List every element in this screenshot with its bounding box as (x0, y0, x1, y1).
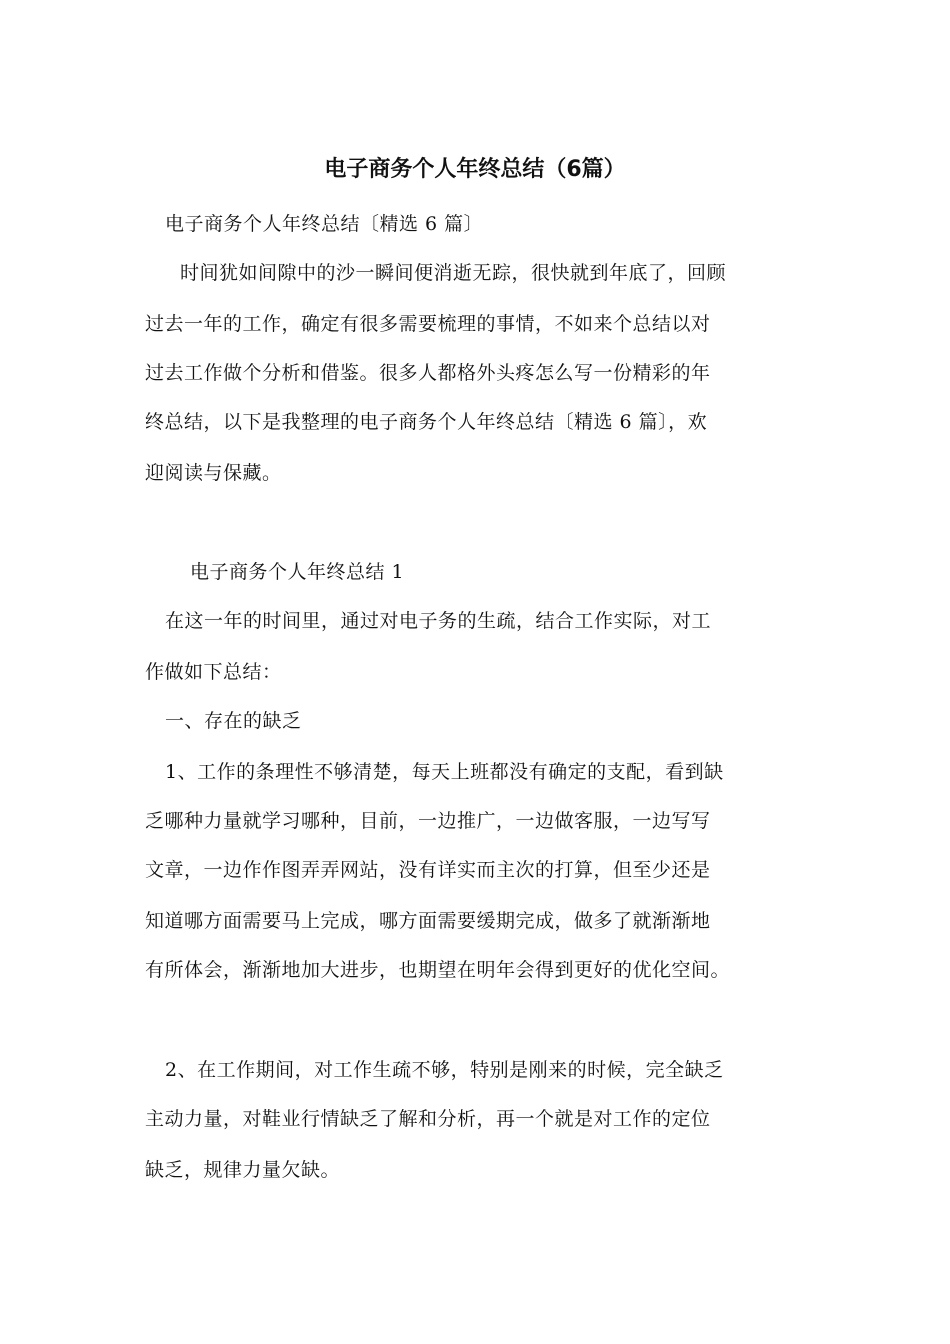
document-subtitle: 电子商务个人年终总结〔精选 6 篇〕 (165, 213, 484, 235)
section-intro-line: 作做如下总结： (145, 661, 282, 683)
item1-line: 1、工作的条理性不够清楚，每天上班都没有确定的支配，看到缺 (165, 761, 724, 783)
sub-heading: 一、存在的缺乏 (165, 710, 302, 732)
intro-line: 过去一年的工作，确定有很多需要梳理的事情，不如来个总结以对 (145, 313, 711, 335)
document-title: 电子商务个人年终总结（6篇） (324, 157, 626, 182)
item1-line: 知道哪方面需要马上完成，哪方面需要缓期完成，做多了就渐渐地 (145, 910, 711, 932)
section-heading: 电子商务个人年终总结 1 (190, 561, 405, 583)
item1-line: 有所体会，渐渐地加大进步，也期望在明年会得到更好的优化空间。 (145, 959, 731, 981)
item1-line: 乏哪种力量就学习哪种，目前，一边推广，一边做客服，一边写写 (145, 810, 711, 832)
intro-line: 过去工作做个分析和借鉴。很多人都格外头疼怎么写一份精彩的年 (145, 362, 711, 384)
section-intro-line: 在这一年的时间里，通过对电子务的生疏，结合工作实际，对工 (165, 610, 712, 632)
intro-line: 迎阅读与保藏。 (145, 462, 282, 484)
item1-line: 文章，一边作作图弄弄网站，没有详实而主次的打算，但至少还是 (145, 859, 711, 881)
intro-line: 时间犹如间隙中的沙一瞬间便消逝无踪，很快就到年底了，回顾 (180, 262, 727, 284)
item2-line: 缺乏，规律力量欠缺。 (145, 1159, 341, 1181)
item2-line: 主动力量，对鞋业行情缺乏了解和分析，再一个就是对工作的定位 (145, 1108, 711, 1130)
intro-line: 终总结，以下是我整理的电子商务个人年终总结〔精选 6 篇〕，欢 (145, 411, 708, 433)
item2-line: 2、在工作期间，对工作生疏不够，特别是刚来的时候，完全缺乏 (165, 1059, 724, 1081)
